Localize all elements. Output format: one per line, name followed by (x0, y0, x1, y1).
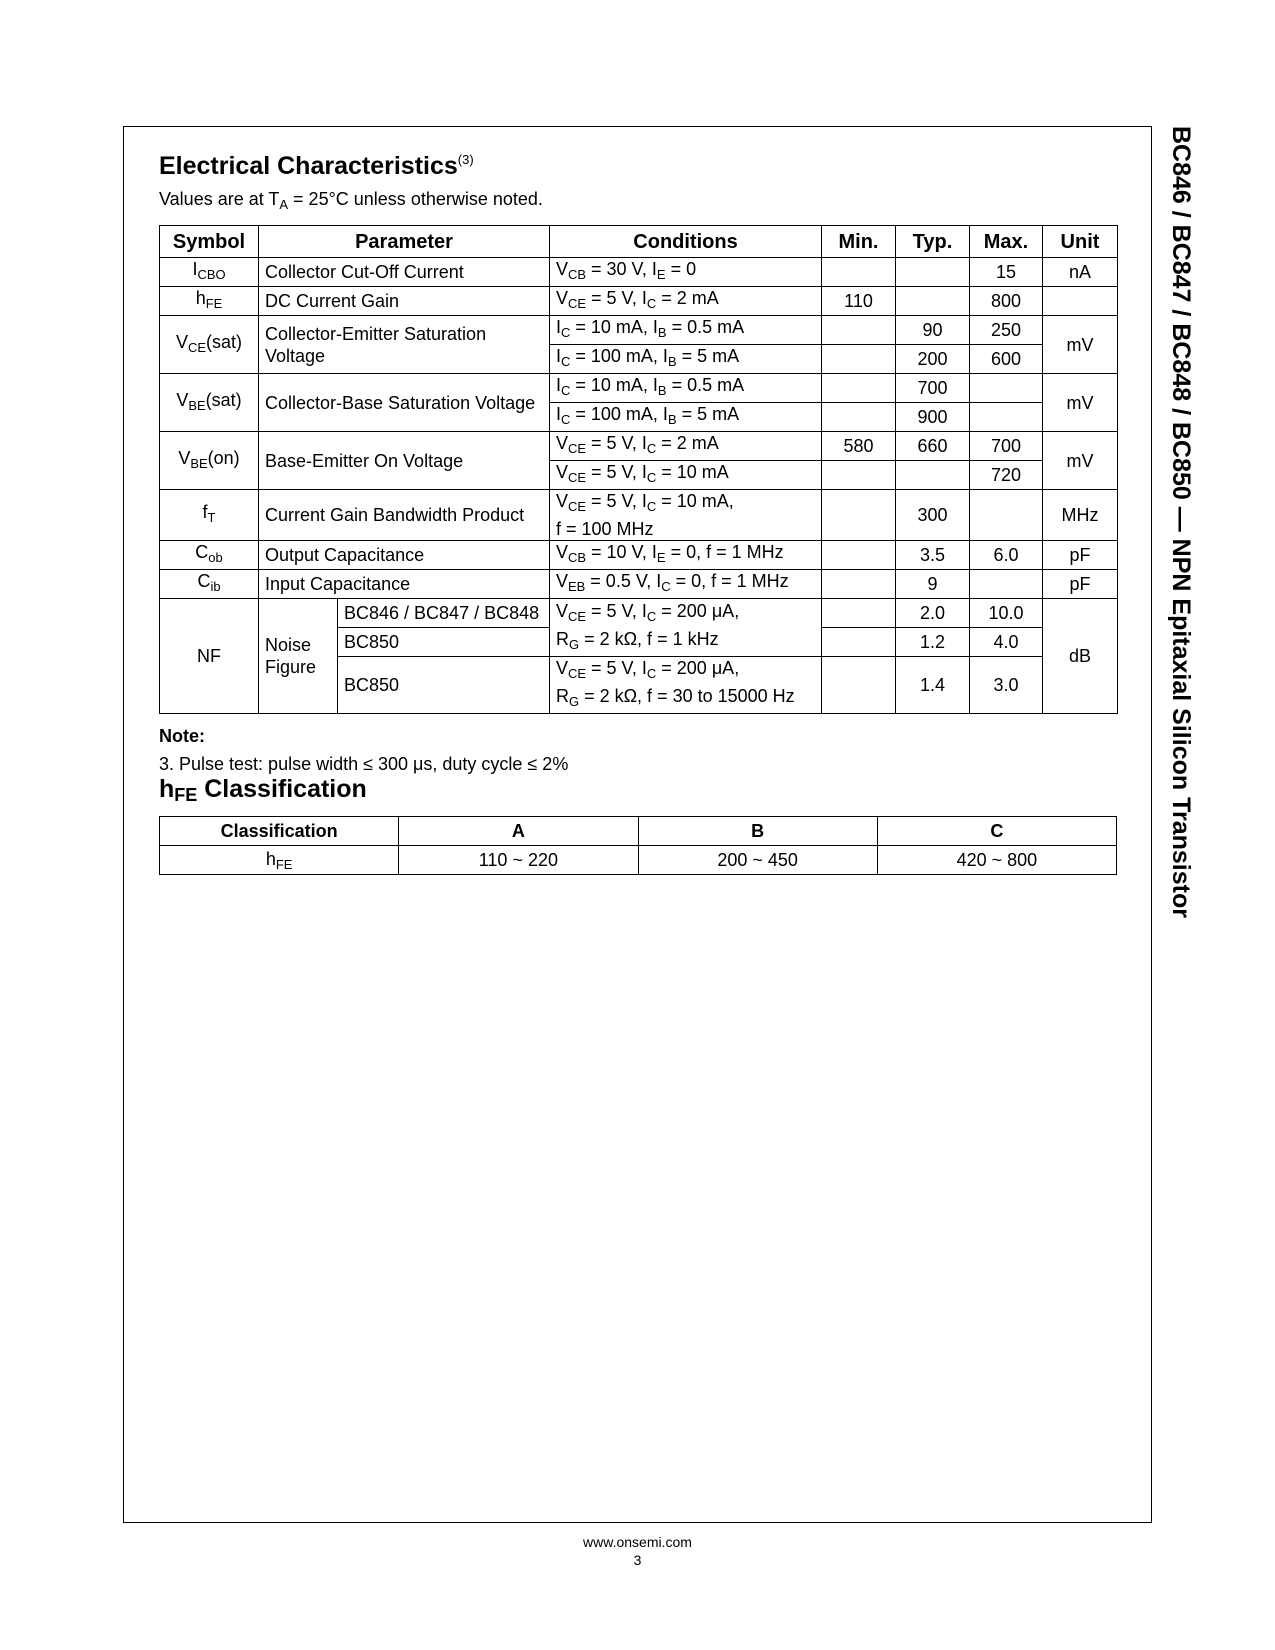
max-cell (970, 403, 1043, 432)
table-row (160, 374, 1118, 403)
unit-cell: pF (1043, 570, 1118, 599)
parameter-cell: Noise Figure (259, 599, 338, 714)
electrical-characteristics-heading: Electrical Characteristics$^{(3)}$ (159, 152, 474, 180)
min-cell (822, 374, 896, 403)
hfe-classification-table (159, 816, 1117, 875)
symbol-cell: NF (160, 599, 259, 714)
conditions-cell: $V_{CE} = 5$ V, $I_C = 200$ μA, $R_G = 2$ kΩ, f = 30 to 15000 Hz (550, 657, 822, 714)
part-cell: BC850 (338, 628, 550, 657)
typ-cell (896, 461, 970, 490)
unit-cell: MHz (1043, 490, 1118, 541)
typ-cell: 1.2 (896, 628, 970, 657)
document-side-title: BC846 / BC847 / BC848 / BC850 — NPN Epitaxial Silicon Transistor (1167, 126, 1195, 918)
page-content (159, 152, 1117, 875)
symbol-cell: $V_{BE}(on)$ (160, 432, 259, 490)
typ-cell: 1.4 (896, 657, 970, 714)
min-cell (822, 490, 896, 541)
table-row (160, 287, 1118, 316)
col-header-typ: Typ. (896, 226, 970, 258)
parameter-cell: Collector-Base Saturation Voltage (259, 374, 550, 432)
unit-cell: mV (1043, 432, 1118, 490)
col-header-symbol: Symbol (160, 226, 259, 258)
note-text: 3. Pulse test: pulse width ≤ 300 μs, duty cycle ≤ 2% (159, 754, 569, 774)
min-cell (822, 403, 896, 432)
typ-cell: 9 (896, 570, 970, 599)
value-cell: 110 ~ 220 (399, 846, 638, 875)
parameter-cell: Collector-Emitter Saturation Voltage (259, 316, 550, 374)
conditions-subtitle: Values are at $T_A = 25^\circ C$ unless otherwise noted. (159, 189, 543, 212)
min-cell: 110 (822, 287, 896, 316)
col-header-b: B (638, 817, 877, 846)
typ-cell (896, 287, 970, 316)
typ-cell (896, 258, 970, 287)
conditions-cell: $I_C = 100$ mA, $I_B = 5$ mA (550, 403, 822, 432)
typ-cell: 660 (896, 432, 970, 461)
max-cell: 4.0 (970, 628, 1043, 657)
col-header-c: C (877, 817, 1116, 846)
page-number: 3 (633, 1552, 642, 1568)
note-reference: (3) (457, 152, 474, 167)
max-cell (970, 570, 1043, 599)
max-cell: 600 (970, 345, 1043, 374)
table-row (160, 570, 1118, 599)
conditions-cell: $V_{CB} = 30$ V, $I_E = 0$ (550, 258, 822, 287)
parameter-cell: Current Gain Bandwidth Product (259, 490, 550, 541)
unit-cell: pF (1043, 541, 1118, 570)
symbol-cell: $C_{ob}$ (160, 541, 259, 570)
min-cell (822, 628, 896, 657)
parameter-cell: Output Capacitance (259, 541, 550, 570)
parameter-cell: DC Current Gain (259, 287, 550, 316)
max-cell: 3.0 (970, 657, 1043, 714)
conditions-cell: $V_{EB} = 0.5$ V, $I_C = 0$, f = 1 MHz (550, 570, 822, 599)
conditions-cell: $V_{CE} = 5$ V, $I_C = 2$ mA (550, 432, 822, 461)
conditions-cell: $I_C = 100$ mA, $I_B = 5$ mA (550, 345, 822, 374)
max-cell: 6.0 (970, 541, 1043, 570)
col-header-conditions: Conditions (550, 226, 822, 258)
symbol-cell: $C_{ib}$ (160, 570, 259, 599)
table-header-row (160, 817, 1117, 846)
conditions-cell: $I_C = 10$ mA, $I_B = 0.5$ mA (550, 374, 822, 403)
parameter-cell: Base-Emitter On Voltage (259, 432, 550, 490)
conditions-cell: $I_C = 10$ mA, $I_B = 0.5$ mA (550, 316, 822, 345)
part-cell: BC850 (338, 657, 550, 714)
typ-cell: 200 (896, 345, 970, 374)
note-title: Note: (159, 726, 205, 746)
table-row (160, 316, 1118, 345)
table-row (160, 258, 1118, 287)
value-cell: 200 ~ 450 (638, 846, 877, 875)
conditions-cell: $V_{CE} = 5$ V, $I_C = 10$ mA, f = 100 MHz (550, 490, 822, 541)
symbol-cell: $V_{CE}(sat)$ (160, 316, 259, 374)
table-row (160, 599, 1118, 628)
col-header-unit: Unit (1043, 226, 1118, 258)
conditions-cell: $V_{CB} = 10$ V, $I_E = 0$, f = 1 MHz (550, 541, 822, 570)
max-cell (970, 374, 1043, 403)
conditions-cell: $V_{CE} = 5$ V, $I_C = 2$ mA (550, 287, 822, 316)
table-header-row (160, 226, 1118, 258)
page-footer (0, 1533, 1275, 1569)
max-cell: 800 (970, 287, 1043, 316)
unit-cell: nA (1043, 258, 1118, 287)
unit-cell: mV (1043, 316, 1118, 374)
min-cell (822, 258, 896, 287)
table-row (160, 490, 1118, 541)
symbol-cell: $I_{CBO}$ (160, 258, 259, 287)
typ-cell: 300 (896, 490, 970, 541)
typ-cell: 2.0 (896, 599, 970, 628)
value-cell: 420 ~ 800 (877, 846, 1116, 875)
typ-cell: 90 (896, 316, 970, 345)
footer-url[interactable]: www.onsemi.com (583, 1534, 692, 1550)
col-header-a: A (399, 817, 638, 846)
min-cell (822, 316, 896, 345)
col-header-classification: Classification (160, 817, 399, 846)
row-label-cell: $h_{FE}$ (160, 846, 399, 875)
conditions-cell: $V_{CE} = 5$ V, $I_C = 10$ mA (550, 461, 822, 490)
min-cell (822, 570, 896, 599)
symbol-cell: $h_{FE}$ (160, 287, 259, 316)
table-row (160, 432, 1118, 461)
unit-cell: mV (1043, 374, 1118, 432)
typ-cell: 900 (896, 403, 970, 432)
hfe-classification-heading: $h_{FE}$ Classification (159, 775, 367, 805)
max-cell: 15 (970, 258, 1043, 287)
min-cell: 580 (822, 432, 896, 461)
electrical-characteristics-table (159, 225, 1118, 714)
parameter-cell: Collector Cut-Off Current (259, 258, 550, 287)
parameter-cell: Input Capacitance (259, 570, 550, 599)
min-cell (822, 657, 896, 714)
col-header-min: Min. (822, 226, 896, 258)
max-cell: 720 (970, 461, 1043, 490)
min-cell (822, 345, 896, 374)
typ-cell: 700 (896, 374, 970, 403)
symbol-cell: $f_T$ (160, 490, 259, 541)
col-header-parameter: Parameter (259, 226, 550, 258)
conditions-cell: $V_{CE} = 5$ V, $I_C = 200$ μA, $R_G = 2$ kΩ, f = 1 kHz (550, 599, 822, 657)
table-row (160, 541, 1118, 570)
max-cell (970, 490, 1043, 541)
max-cell: 250 (970, 316, 1043, 345)
max-cell: 10.0 (970, 599, 1043, 628)
max-cell: 700 (970, 432, 1043, 461)
col-header-max: Max. (970, 226, 1043, 258)
typ-cell: 3.5 (896, 541, 970, 570)
symbol-cell: $V_{BE}(sat)$ (160, 374, 259, 432)
table-row (160, 846, 1117, 875)
min-cell (822, 541, 896, 570)
unit-cell (1043, 287, 1118, 316)
unit-cell: dB (1043, 599, 1118, 714)
min-cell (822, 461, 896, 490)
min-cell (822, 599, 896, 628)
part-cell: BC846 / BC847 / BC848 (338, 599, 550, 628)
